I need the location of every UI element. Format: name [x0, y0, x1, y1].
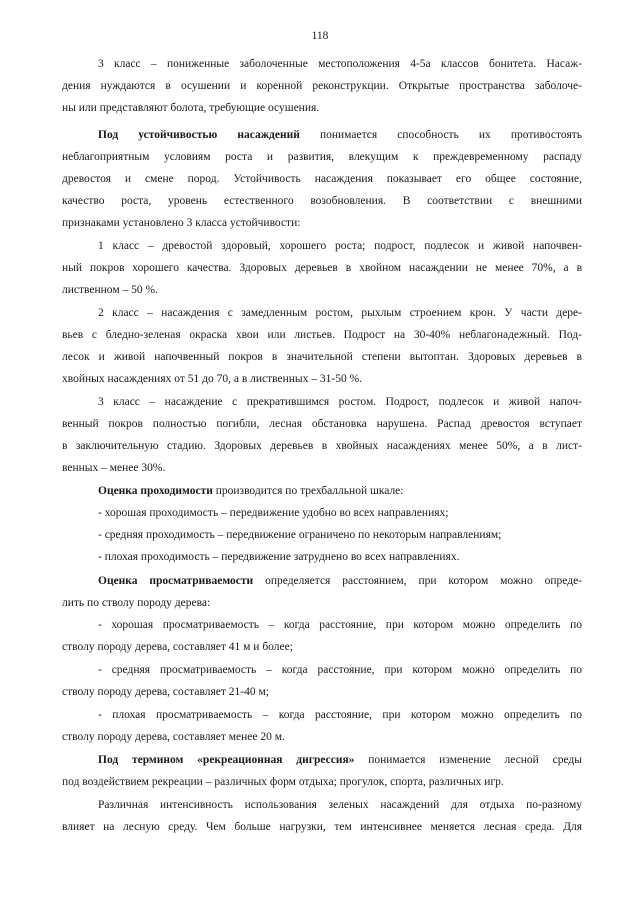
text-line: лить по стволу породу дерева: [62, 597, 211, 609]
text-line [98, 480, 582, 502]
list-item-continuation: стволу породу дерева, составляет 41 м и более; [62, 641, 293, 653]
list-item: - средняя проходимость – передвижение ограничено по некоторым направлениям; [98, 529, 502, 541]
text-line: древостоя и смене пород. Устойчивость насаждения показывает его общее состояние, [62, 173, 582, 185]
text-span: понимается способность их противостоять [319, 129, 582, 141]
text-line: 1 класс – древостой здоровый, хорошего роста; подрост, подлесок и живой напочвен- [98, 240, 582, 252]
list-item: - хорошая просматриваемость – когда расстояние, при котором можно определить по [98, 619, 582, 631]
list-item: - плохая просматриваемость – когда расстояние, при котором можно определить по [98, 709, 582, 721]
text-line: 3 класс – пониженные заболоченные местоположения 4-5а классов бонитета. Насаж- [98, 58, 582, 70]
page-number: 118 [311, 30, 329, 42]
text-line: признаками установлено 3 класса устойчивости: [62, 217, 301, 229]
bold-term: Оценка просматриваемости [98, 575, 254, 587]
text-line: лесок и живой напочвенный покров в значительной степени вытоптан. Здоровых деревьев в [62, 351, 582, 363]
text-line: ный покров хорошего качества. Здоровых деревьев в хвойном насаждении не менее 70%, а в [62, 262, 582, 274]
text-line: Различная интенсивность использования зеленых насаждений для отдыха по-разному [98, 799, 582, 811]
text-line [98, 570, 582, 592]
text-line: ны или представляют болота, требующие осушения. [62, 102, 320, 114]
text-line: 3 класс – насаждение с прекратившимся ростом. Подрост, подлесок и живой напоч- [98, 396, 582, 408]
text-span: понимается изменение лесной среды [368, 754, 582, 766]
bold-term: Под устойчивостью насаждений [98, 129, 300, 141]
list-item: - плохая проходимость – передвижение затруднено во всех направлениях. [98, 551, 460, 563]
text-line: качество роста, уровень естественного возобновления. В соответствии с внешними [62, 195, 582, 207]
text-line: венных – менее 30%. [62, 462, 166, 474]
text-line: в заключительную стадию. Здоровых деревьев в хвойных насаждениях менее 50%, а в лист- [62, 440, 582, 452]
list-item-continuation: стволу породу дерева, составляет менее 20 м. [62, 731, 285, 743]
text-line [98, 124, 582, 146]
text-line: венный покров полностью погибли, лесная обстановка нарушена. Распад древостоя вступает [62, 418, 582, 430]
text-line: вьев с бледно-зеленая окраска хвои или листьев. Подрост на 30-40% неблагонадежный. Под- [62, 329, 582, 341]
text-line: лиственном – 50 %. [62, 284, 158, 296]
list-item: - хорошая проходимость – передвижение удобно во всех направлениях; [98, 507, 449, 519]
text-line: дения нуждаются в осушении и коренной реконструкции. Открытые пространства заболоче- [62, 80, 582, 92]
text-line: хвойных насаждениях от 51 до 70, а в лиственных – 31-50 %. [62, 373, 363, 385]
text-line [98, 749, 582, 771]
text-span: определяется расстоянием, при котором можно опреде- [265, 575, 582, 587]
list-item: - средняя просматриваемость – когда расстояние, при котором можно определить по [98, 664, 582, 676]
text-line: влияет на лесную среду. Чем больше нагрузки, тем интенсивнее меняется лесная среда. Для [62, 821, 582, 833]
bold-term: Под термином «рекреационная дигрессия» [98, 754, 355, 766]
list-item-continuation: стволу породу дерева, составляет 21-40 м; [62, 686, 269, 698]
text-line: 2 класс – насаждения с замедленным ростом, рыхлым строением крон. У части дере- [98, 307, 582, 319]
text-span: производится по трехбалльной шкале: [215, 485, 404, 497]
text-line: неблагоприятным условиям роста и развития, влекущим к преждевременному распаду [62, 151, 582, 163]
bold-term: Оценка проходимости [98, 485, 213, 497]
text-line: под воздействием рекреации – различных форм отдыха; прогулок, спорта, различных игр. [62, 776, 504, 788]
